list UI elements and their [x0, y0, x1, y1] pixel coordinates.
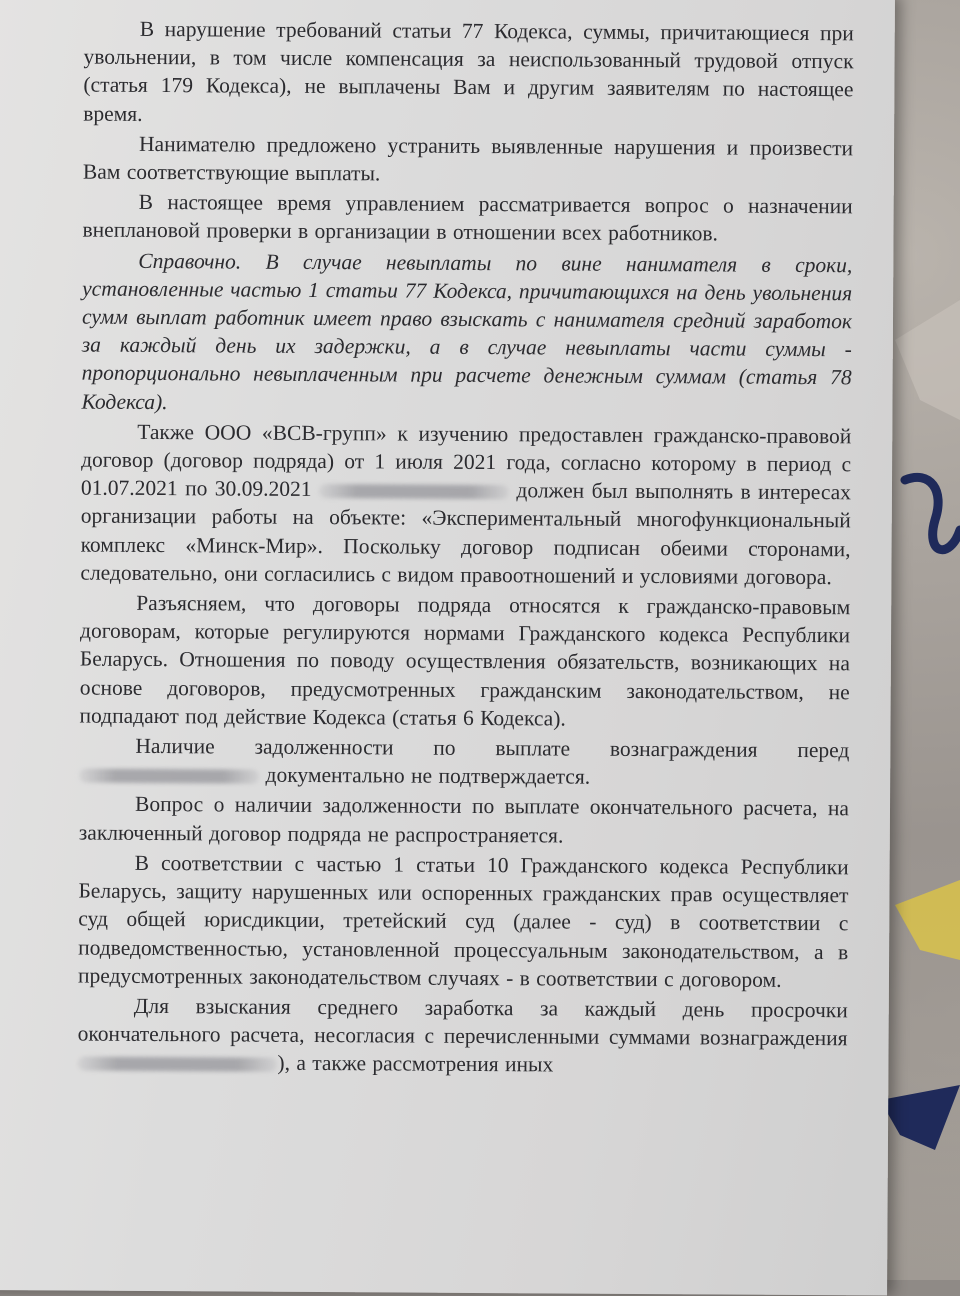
paragraph-explanation: Разъясняем, что договоры подряда относятся к гражданско-правовым договорам, которые регулируются нормами Гражданского кодекса Республики Беларусь. Отношения по поводу осуществления обязательств, возникающих на основе договоров, предусмотренных гражданским законодательством, не подпадают под действие Кодекса (статья 6 Кодекса). [79, 590, 851, 731]
paragraph-employer-instructed: Нанимателю предложено устранить выявленные нарушения и произвести Вам соответствующие выплаты. [82, 131, 854, 186]
letter-body [77, 15, 853, 1081]
paragraph-debt [79, 732, 849, 793]
recovery-text-start: Для взыскания среднего заработка за каждый день просрочки окончательного расчета, несогласия с перечисленными суммами вознаграждения [77, 993, 848, 1051]
redacted-name [77, 1057, 277, 1072]
fabric-blue-star [880, 1085, 960, 1150]
fabric-yellow-star [895, 880, 960, 960]
paragraph-contract [80, 417, 851, 591]
fabric-light-patch [895, 300, 960, 420]
contract-text-end: должен был выполнять в интересах организации работы на объекте: «Экспериментальный многофункциональный комплекс «Минск-Мир». Поскольку договор подписан обеими сторонами, следовательно, они согласились с видом правоотношений и условиями договора. [80, 478, 852, 590]
contract-text-start: Также ООО «ВСВ-групп» к изучению предоставлен гражданско-правовой договор (договор подряда) от 1 июля 2021 года, согласно которому в период с 01.07.2021 по 30.09.2021 [80, 419, 852, 502]
debt-text-start: Наличие задолженности по выплате вознаграждения перед [135, 733, 850, 763]
paragraph-recovery [77, 991, 848, 1080]
paragraph-reference-note: Справочно. В случае невыплаты по вине нанимателя в сроки, установленные частью 1 статьи 77 Кодекса, причитающихся на день увольнения сумм выплат работник имеет право взыскать с нанимателя средний заработок за каждый день их задержки, а в случае невыплаты части суммы - пропорционально невыплаченным при расчете денежным суммам (статья 78 Кодекса). [81, 248, 853, 414]
redacted-name [79, 769, 259, 784]
paragraph-court: В соответствии с частью 1 статьи 10 Гражданского кодекса Республики Беларусь, защиту нарушенных или оспоренных гражданских прав осуществляет суд общей юрисдикции, третейский суд (далее - суд) в соответствии с подведомственностью, установленной процессуальным законодательством, а в предусмотренных законодательством случаях - в соответствии с договором. [77, 850, 849, 992]
fabric-blue-curl [905, 477, 960, 549]
paragraph-payment-violation: В нарушение требований статьи 77 Кодекса, суммы, причитающиеся при увольнении, в том числе компенсация за неиспользованный трудовой отпуск (статья 179 Кодекса), не выплачены Вам и другим заявителям по настоящее время. [83, 16, 854, 126]
debt-text-end: документально не подтверждается. [265, 762, 591, 789]
paragraph-final-settlement: Вопрос о наличии задолженности по выплате окончательного расчета, на заключенный договор подряда не распространяется. [78, 792, 850, 848]
recovery-text-end: ), а также рассмотрения иных [277, 1051, 554, 1077]
redacted-name [319, 484, 509, 499]
paragraph-inspection: В настоящее время управлением рассматривается вопрос о назначении внеплановой проверки в организации в отношении всех работников. [82, 190, 853, 246]
